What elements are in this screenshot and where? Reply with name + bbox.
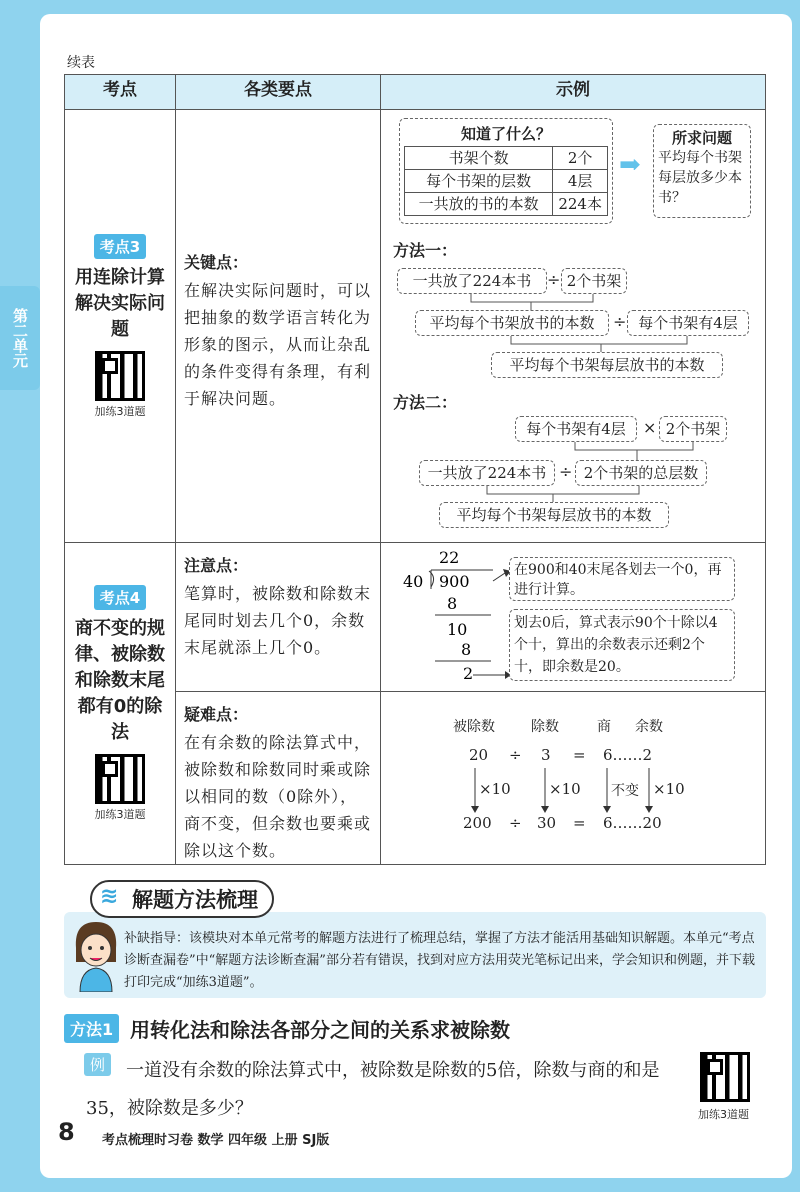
qr-code-icon[interactable] — [95, 754, 145, 804]
kp4-cell — [65, 543, 176, 865]
quotient-rule-cell — [381, 692, 766, 865]
example-badge: 例 — [84, 1053, 111, 1076]
note-heading: 注意点： — [184, 556, 249, 575]
mul-4: ×10 — [653, 780, 685, 798]
m2-box-d: 2个书架的总层数 — [575, 460, 707, 486]
kp3-example-cell — [381, 110, 766, 543]
unit-side-tab: 第二单元 — [0, 286, 40, 390]
section-title: 解题方法梳理 — [90, 880, 274, 918]
m1-op2: ÷ — [613, 312, 627, 331]
r2-eq: = — [573, 814, 586, 832]
key-point-heading: 关键点： — [184, 253, 249, 272]
m2-op2: ÷ — [559, 462, 573, 481]
r1-eq: = — [573, 746, 586, 764]
note-box-1: 在900和40末尾各划去一个0，再进行计算。 — [509, 557, 735, 601]
mul-2: ×10 — [549, 780, 581, 798]
step-1: 8 — [447, 594, 458, 613]
kp3-badge: 考点3 — [94, 234, 146, 259]
ask-body: 平均每个书架每层放多少本书？ — [658, 150, 742, 206]
note-cell — [176, 543, 381, 692]
known-table — [404, 146, 608, 216]
method2-label: 方法二： — [393, 393, 458, 412]
tip-text: 补缺指导：该模块对本单元常考的解题方法进行了梳理总结，掌握了方法才能活用基础知识解题。本单元“考点诊断查漏卷”中“解题方法诊断查漏”部分若有错误，找到对应方法用荧光笔标记出来，学会知识和例题，并下载打印完成“加练3道题”。 — [124, 931, 755, 990]
note-box-2: 划去0后，算式表示90个十除以4个十，算出的余数表示还剩2个十，即余数是20。 — [509, 609, 735, 681]
qr-code-icon[interactable] — [95, 351, 145, 401]
m2-box-e: 平均每个书架每层放书的本数 — [439, 502, 669, 528]
note-body: 笔算时，被除数和除数末尾同时划去几个0，余数末尾就添上几个0。 — [184, 584, 372, 657]
r2-divisor: 30 — [537, 814, 557, 832]
knowledge-table — [64, 74, 766, 865]
known-cell: 224本 — [553, 193, 608, 216]
hdr-remainder: 余数 — [635, 719, 663, 735]
method1-badge: 方法1 — [64, 1014, 119, 1043]
known-box — [399, 118, 613, 224]
m1-op1: ÷ — [547, 270, 561, 289]
m1-box-b: 2个书架 — [561, 268, 627, 294]
m1-box-e: 平均每个书架每层放书的本数 — [491, 352, 723, 378]
step-3: 8 — [461, 640, 472, 659]
known-cell: 每个书架的层数 — [405, 170, 553, 193]
mul-1: ×10 — [479, 780, 511, 798]
method1-label: 方法一： — [393, 241, 458, 260]
division-example-cell — [381, 543, 766, 692]
example-question: 一道没有余数的除法算式中，被除数是除数的5倍，除数与商的和是35，被除数是多少？ — [86, 1060, 660, 1119]
continued-label: 续表 — [67, 55, 95, 71]
r1-result: 6……2 — [603, 746, 653, 764]
r1-dividend: 20 — [469, 746, 489, 764]
step-2: 10 — [447, 620, 468, 639]
divisor: 40 — [403, 572, 424, 591]
hdr-divisor: 除数 — [531, 719, 559, 735]
qr-caption: 加练3道题 — [94, 808, 146, 821]
arrow-right-icon: ➡ — [619, 150, 641, 180]
qr-caption: 加练3道题 — [698, 1108, 749, 1121]
mul-3: 不变 — [611, 783, 639, 799]
difficulty-body: 在有余数的除法算式中，被除数和除数同时乘或除以相同的数（0除外），商不变，但余数也要乘或除以这个数。 — [184, 733, 372, 860]
r1-op: ÷ — [509, 746, 522, 764]
known-cell: 2个 — [553, 147, 608, 170]
long-division — [381, 543, 511, 691]
hdr-quotient: 商 — [597, 719, 611, 735]
col-header-key: 各类要点 — [176, 75, 381, 110]
m1-box-a: 一共放了224本书 — [397, 268, 547, 294]
r1-divisor: 3 — [541, 746, 551, 764]
kp3-points-cell — [176, 110, 381, 543]
qr-code-icon[interactable] — [700, 1052, 750, 1102]
rule-arrows — [381, 692, 769, 864]
col-header-example: 示例 — [381, 75, 766, 110]
difficulty-cell — [176, 692, 381, 865]
m2-box-a: 每个书架有4层 — [515, 416, 637, 442]
known-cell: 4层 — [553, 170, 608, 193]
known-cell: 一共放的书的本数 — [405, 193, 553, 216]
remainder: 2 — [463, 664, 474, 683]
page-number: 8 — [58, 1118, 75, 1146]
r2-result: 6……20 — [603, 814, 662, 832]
r2-dividend: 200 — [463, 814, 492, 832]
known-cell: 书架个数 — [405, 147, 553, 170]
difficulty-heading: 疑难点： — [184, 705, 249, 724]
m2-box-b: 2个书架 — [659, 416, 727, 442]
quotient: 22 — [439, 548, 460, 567]
wave-icon: ≋ — [100, 884, 119, 909]
hdr-dividend: 被除数 — [453, 719, 495, 735]
key-point-body: 在解决实际问题时，可以把抽象的数学语言转化为形象的图示，从而让杂乱的条件变得有条理，有利于解决问题。 — [184, 281, 372, 408]
m2-op1: × — [643, 418, 657, 437]
kp4-title: 商不变的规律、被除数和除数末尾都有0的除法 — [75, 618, 165, 743]
ask-box — [653, 124, 751, 218]
m2-box-c: 一共放了224本书 — [419, 460, 555, 486]
method1-title: 用转化法和除法各部分之间的关系求被除数 — [130, 1018, 510, 1042]
kp3-title: 用连除计算解决实际问题 — [75, 266, 165, 340]
col-header-point: 考点 — [65, 75, 176, 110]
known-title: 知道了什么？ — [460, 125, 551, 143]
qr-caption: 加练3道题 — [94, 404, 146, 418]
ask-title: 所求问题 — [671, 129, 732, 147]
kp3-cell — [65, 110, 176, 543]
m1-box-d: 每个书架有4层 — [627, 310, 749, 336]
r2-op: ÷ — [509, 814, 522, 832]
girl-avatar-icon — [70, 918, 122, 992]
dividend: 900 — [439, 572, 470, 591]
footer-text: 考点梳理时习卷 数学 四年级 上册 SJ版 — [102, 1133, 330, 1148]
m1-box-c: 平均每个书架放书的本数 — [415, 310, 609, 336]
kp4-badge: 考点4 — [94, 585, 146, 610]
